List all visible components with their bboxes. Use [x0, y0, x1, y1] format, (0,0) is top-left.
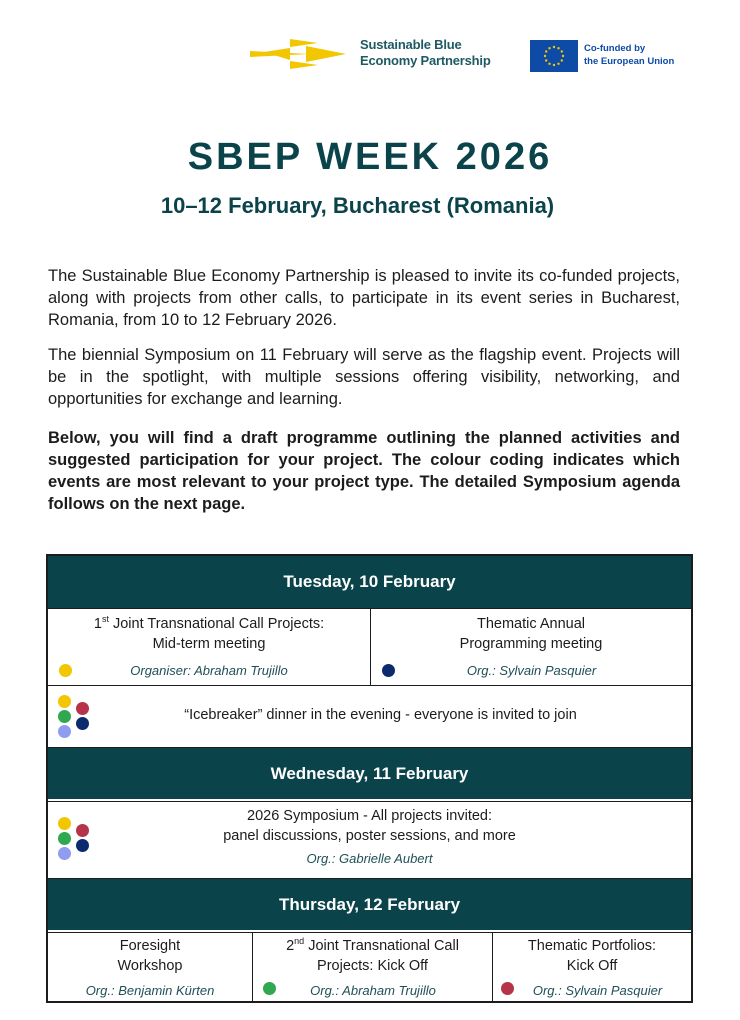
- eu-flag-icon: [530, 40, 578, 72]
- header: [250, 30, 700, 80]
- day-header-thursday: Thursday, 12 February: [48, 878, 691, 930]
- day-header-wednesday: Wednesday, 11 February: [48, 747, 691, 799]
- foresight-workshop-cell: [48, 933, 252, 1001]
- intro-paragraph-2: The biennial Symposium on 11 February will serve as the flagship event. Projects will be in the spotlight, with multiple sessions offering visibility, networking, and opportunities for exchange and learning.: [48, 346, 680, 408]
- symposium-cell: [48, 802, 691, 878]
- icebreaker-row: [48, 685, 691, 747]
- foresight-title: Foresight Workshop: [117, 938, 183, 974]
- thematic-portfolios-organiser: Org.: Sylvain Pasquier: [532, 983, 663, 998]
- red-dot-icon: [76, 824, 89, 837]
- intro-paragraph-3: Below, you will find a draft programme outlining the planned activities and suggested participation for your project. The colour coding indicates which events are most relevant to your project type. The detailed Symposium agenda follows on the next page.: [48, 429, 680, 513]
- red-dot-icon: [76, 702, 89, 715]
- lavender-dot-icon: [58, 847, 71, 860]
- thematic-programming-cell: [370, 609, 691, 685]
- sbep-logo-icon: [250, 34, 350, 74]
- symposium-title: 2026 Symposium - All projects invited: panel discussions, poster sessions, and more: [223, 808, 516, 844]
- icebreaker-text: “Icebreaker” dinner in the evening - everyone is invited to join: [184, 707, 577, 723]
- thematic-programming-title: Thematic Annual Programming meeting: [459, 616, 603, 652]
- agenda-table: [46, 554, 693, 1003]
- intro-paragraph-1: The Sustainable Blue Economy Partnership is pleased to invite its co-funded projects, along with projects from other calls, to participate in its event series in Bucharest, Romania, from 10 to 12 February 2026.: [48, 267, 680, 329]
- navy-dot-icon: [76, 839, 89, 852]
- thematic-portfolios-title: Thematic Portfolios: Kick Off: [527, 938, 657, 974]
- yellow-dot-icon: [58, 695, 71, 708]
- page-title: SBEP WEEK 2026: [187, 136, 553, 178]
- partnership-name: Sustainable Blue Economy Partnership: [360, 37, 491, 68]
- tuesday-meetings-row: [48, 608, 691, 685]
- eu-cofunded-text: Co-funded by the European Union: [584, 43, 675, 67]
- yellow-dot-icon: [58, 817, 71, 830]
- icebreaker-cell: [48, 686, 691, 747]
- thematic-portfolios-cell: [492, 933, 691, 1001]
- jtc1-title: 1st Joint Transnational Call Projects: Mid-term meeting: [93, 614, 325, 652]
- symposium-row: [48, 801, 691, 878]
- page-subtitle: 10–12 February, Bucharest (Romania): [160, 193, 555, 218]
- lavender-dot-icon: [58, 725, 71, 738]
- day-header-tuesday: Tuesday, 10 February: [48, 556, 691, 608]
- green-dot-icon: [58, 710, 71, 723]
- thursday-meetings-row: [48, 932, 691, 1001]
- jtc1-midterm-cell: [48, 609, 370, 685]
- symposium-organiser: Org.: Gabrielle Aubert: [306, 851, 433, 866]
- jtc2-title: 2nd Joint Transnational Call Projects: Kick Off: [286, 936, 459, 974]
- navy-dot-icon: [76, 717, 89, 730]
- green-dot-icon: [58, 832, 71, 845]
- jtc2-kickoff-cell: [252, 933, 492, 1001]
- thematic-programming-organiser: Org.: Sylvain Pasquier: [466, 663, 597, 678]
- jtc2-organiser: Org.: Abraham Trujillo: [310, 983, 436, 998]
- foresight-organiser: Org.: Benjamin Kürten: [85, 983, 215, 998]
- jtc1-organiser: Organiser: Abraham Trujillo: [130, 663, 288, 678]
